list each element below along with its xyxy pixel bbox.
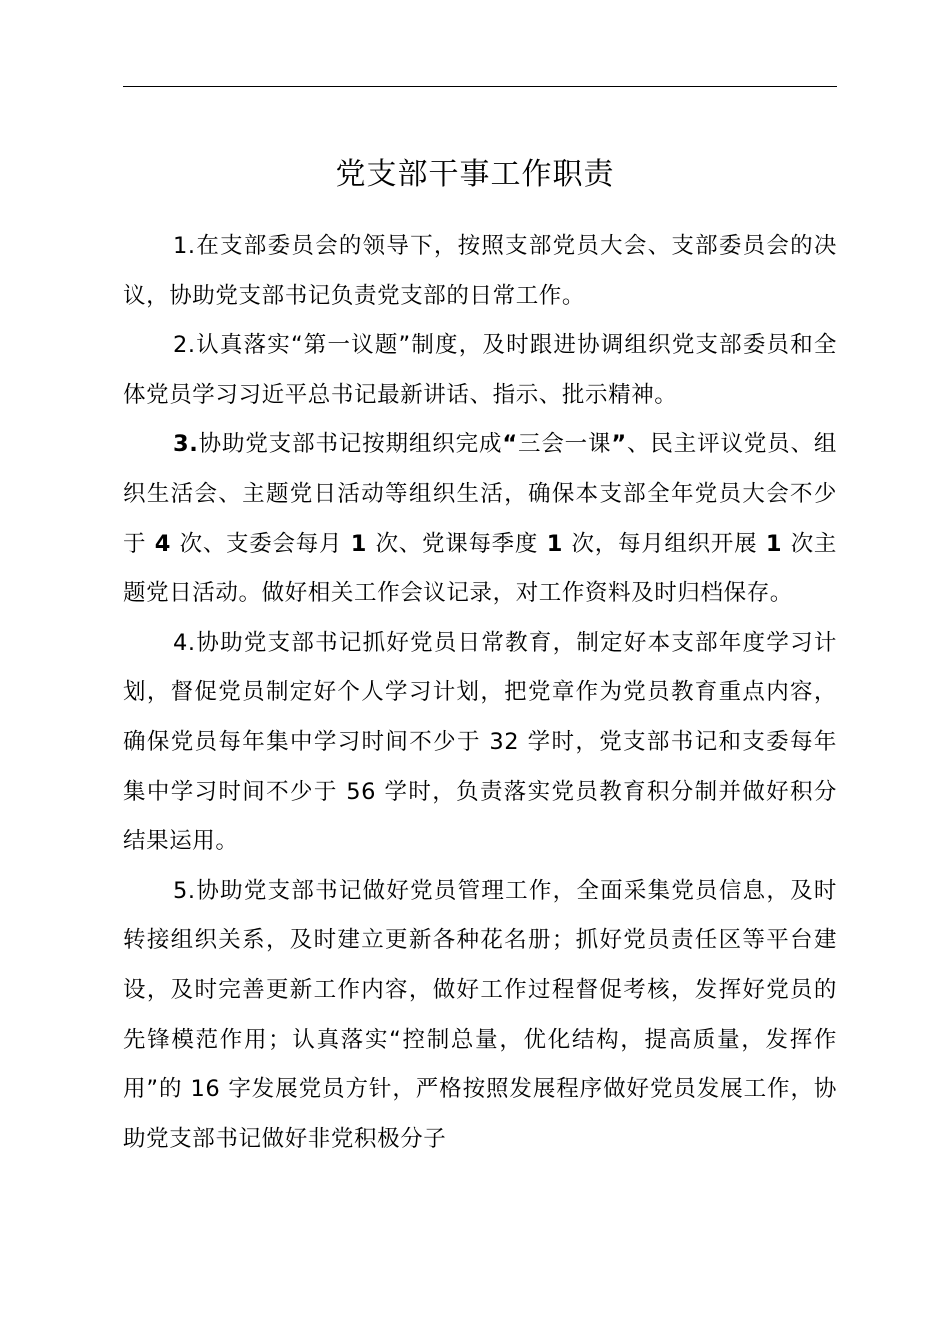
text-run: 、民主评议党员、组织生活会、主题党日活动等组织生活，确保本支部全年党员大会不少于 [123, 431, 837, 557]
header-rule [123, 86, 837, 87]
document-title: 党支部干事工作职责 [335, 157, 615, 192]
text-run: 2.认真落实“第一议题”制度，及时跟进协调组织党支部委员和全体党员学习习近平总书记最新讲话、指示、批示精神。 [123, 332, 837, 408]
paragraph-3 [123, 420, 837, 618]
paragraph-4 [123, 619, 837, 867]
text-run: 5.协助党支部书记做好党员管理工作，全面采集党员信息，及时转接组织关系，及时建立更新各种花名册；抓好党员责任区等平台建设，及时完善更新工作内容，做好工作过程督促考核，发挥好党员的先锋模范作用；认真落实“控制总量，优化结构，提高质量，发挥作用”的 16 字发展党员方针，严格按照发展程序做好党员发展工作，协助党支部书记做好非党积极分子 [123, 877, 837, 1152]
paragraph-5 [123, 867, 837, 1165]
text-run: 三会一课 [517, 431, 612, 458]
text-run: 次主题党日活动。做好相关工作会议记录，对工作资料及时归档保存。 [123, 530, 838, 607]
paragraph-2 [123, 321, 837, 420]
bold-text-run: 1 [538, 530, 572, 557]
paragraph-1 [123, 222, 837, 321]
text-run: 次、党课每季度 [375, 530, 539, 557]
document-body [123, 222, 837, 1164]
bold-text-run: 1 [342, 530, 376, 557]
bold-text-run: ” [611, 431, 627, 458]
bold-text-run: 4 [146, 530, 180, 557]
text-run: 4.协助党支部书记抓好党员日常教育，制定好本支部年度学习计划，督促党员制定好个人学习计划，把党章作为党员教育重点内容，确保党员每年集中学习时间不少于 32 学时，党支部书记和支委每年集中学习时间不少于 56 学时，负责落实党员教育积分制并做好积分结果运用。 [123, 629, 837, 855]
text-run: 1.在支部委员会的领导下，按照支部党员大会、支部委员会的决议，协助党支部书记负责党支部的日常工作。 [123, 233, 837, 309]
text-run: 次、支委会每月 [179, 530, 343, 557]
bold-text-run: 1 [757, 530, 791, 557]
bold-text-run: 3. [173, 431, 199, 458]
text-run: 协助党支部书记按期组织完成 [198, 431, 503, 458]
text-run: 次，每月组织开展 [571, 530, 758, 557]
bold-text-run: “ [502, 431, 518, 458]
